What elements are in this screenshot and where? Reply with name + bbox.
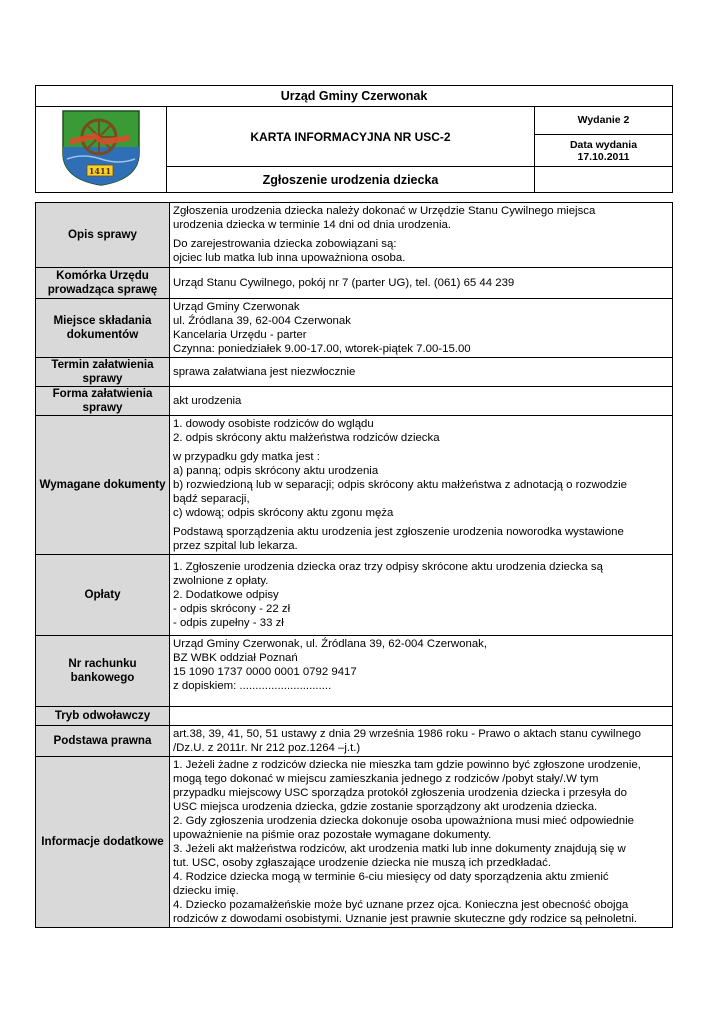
coat-of-arms: [36, 107, 167, 193]
text-line: 1. Zgłoszenie urodzenia dziecka oraz trzy odpisy skrócone aktu urodzenia dziecka są: [173, 561, 603, 573]
value-komorka: Urząd Stanu Cywilnego, pokój nr 7 (parter UG), tel. (061) 65 44 239: [170, 268, 673, 299]
text-line: - odpis skrócony - 22 zł: [173, 603, 291, 615]
value-forma: akt urodzenia: [170, 387, 673, 416]
text-line: ul. Źródlana 39, 62-004 Czerwonak: [173, 315, 351, 327]
issue-date: 17.10.2011: [577, 150, 630, 163]
header-table: [35, 85, 673, 193]
label-forma: Forma załatwienia sprawy: [36, 387, 170, 416]
text-line: przypadku miejscowy USC sporządza protokół zgłoszenia urodzenia dziecka i przesyła do: [173, 787, 627, 799]
text-line: rodziców z dowodami osobistymi. Uznanie jest prawnie skuteczne gdy rodzice są pełnoletni.: [173, 913, 638, 925]
text-line: art.38, 39, 41, 50, 51 ustawy z dnia 29 września 1986 roku - Prawo o aktach stanu cywilnego: [173, 728, 641, 740]
row-rachunek: [36, 636, 673, 707]
text-line: Kancelaria Urzędu - parter: [173, 329, 307, 341]
info-table: [35, 202, 673, 928]
row-miejsce: [36, 299, 673, 358]
value-tryb: [170, 707, 673, 726]
label-komorka: Komórka Urzędu prowadząca sprawę: [36, 268, 170, 299]
text-line: 2. Dodatkowe odpisy: [173, 589, 279, 601]
text-line: Zgłoszenia urodzenia dziecka należy dokonać w Urzędzie Stanu Cywilnego miejsca: [173, 205, 596, 217]
coat-of-arms-icon: [59, 107, 143, 187]
text-line: - odpis zupełny - 33 zł: [173, 617, 284, 629]
text-line: dziecku imię.: [173, 885, 239, 897]
label-tryb: Tryb odwoławczy: [36, 707, 170, 726]
crest-year: 1411: [88, 166, 112, 176]
text-line: b) rozwiedzioną lub w separacji; odpis skrócony aktu małżeństwa z adnotacją o rozwodzie: [173, 479, 627, 491]
text-line: a) panną; odpis skrócony aktu urodzenia: [173, 465, 379, 477]
row-opis: [36, 203, 673, 268]
text-line: c) wdową; odpis skrócony aktu zgonu męża: [173, 507, 394, 519]
value-miejsce: [170, 299, 673, 358]
label-informacje: Informacje dodatkowe: [36, 757, 170, 928]
row-informacje: [36, 757, 673, 928]
text-line: ojciec lub matka lub inna upoważniona osoba.: [173, 252, 406, 264]
label-podstawa: Podstawa prawna: [36, 726, 170, 757]
row-oplaty: [36, 555, 673, 636]
text-line: USC miejsca urodzenia dziecka, gdzie zostanie sporządzony akt urodzenia dziecka.: [173, 801, 598, 813]
row-forma: [36, 387, 673, 416]
issue-date-cell: [535, 134, 673, 166]
text-line: 4. Rodzice dziecka mogą w terminie 6-ciu miesięcy od daty sporządzenia aktu zmienić: [173, 871, 609, 883]
row-termin: [36, 358, 673, 387]
issue-date-label: Data wydania: [569, 138, 638, 151]
label-miejsce: Miejsce składania dokumentów: [36, 299, 170, 358]
text-line: 4. Dziecko pozamałżeńskie może być uznane przez ojca. Konieczna jest obecność obojga: [173, 899, 629, 911]
text-line: tut. USC, osoby zgłaszające urodzenie dziecka nie muszą ich przedkładać.: [173, 857, 551, 869]
text-line: mogą tego dokonać w miejscu zamieszkania jednego z rodziców /pobyt stały/.W tym: [173, 773, 599, 785]
value-informacje: [170, 757, 673, 928]
row-tryb: [36, 707, 673, 726]
text-line: urodzenia dziecka w terminie 14 dni od dnia urodzenia.: [173, 219, 451, 231]
text-line: /Dz.U. z 2011r. Nr 212 poz.1264 –j.t.): [173, 742, 361, 754]
text-line: z dopiskiem: .............................: [173, 680, 332, 692]
text-line: 1. Jeżeli żadne z rodziców dziecka nie mieszka tam gdzie powinno być zgłoszone urodzenie,: [173, 759, 641, 771]
label-oplaty: Opłaty: [36, 555, 170, 636]
label-opis: Opis sprawy: [36, 203, 170, 268]
value-wymagane: [170, 416, 673, 555]
value-termin: sprawa załatwiana jest niezwłocznie: [170, 358, 673, 387]
text-line: przez szpital lub lekarza.: [173, 540, 298, 552]
text-line: w przypadku gdy matka jest :: [173, 451, 320, 463]
text-line: bądź separacji,: [173, 493, 250, 505]
text-line: BZ WBK oddział Poznań: [173, 652, 298, 664]
value-rachunek: [170, 636, 673, 707]
row-komorka: [36, 268, 673, 299]
value-opis: [170, 203, 673, 268]
text-line: 2. Gdy zgłoszenia urodzenia dziecka dokonuje osoba upoważniona musi mieć odpowiednie: [173, 815, 634, 827]
label-wymagane: Wymagane dokumenty: [36, 416, 170, 555]
label-rachunek: Nr rachunku bankowego: [36, 636, 170, 707]
text-line: 3. Jeżeli akt małżeństwa rodziców, akt urodzenia matki lub inne dokumenty znajdują się w: [173, 843, 626, 855]
subject-title: Zgłoszenie urodzenia dziecka: [167, 167, 535, 193]
text-line: Urząd Gminy Czerwonak: [173, 301, 300, 313]
text-line: Do zarejestrowania dziecka zobowiązani są:: [173, 238, 397, 250]
row-podstawa: [36, 726, 673, 757]
row-wymagane: [36, 416, 673, 555]
value-podstawa: [170, 726, 673, 757]
text-line: 15 1090 1737 0000 0001 0792 9417: [173, 666, 357, 678]
text-line: Czynna: poniedziałek 9.00-17.00, wtorek-piątek 7.00-15.00: [173, 343, 471, 355]
edition: Wydanie 2: [535, 107, 673, 135]
text-line: Podstawą sporządzenia aktu urodzenia jest zgłoszenie urodzenia noworodka wystawione: [173, 526, 624, 538]
value-oplaty: [170, 555, 673, 636]
text-line: Urząd Gminy Czerwonak, ul. Źródlana 39, 62-004 Czerwonak,: [173, 638, 488, 650]
text-line: 2. odpis skrócony aktu małżeństwa rodziców dziecka: [173, 432, 440, 444]
text-line: 1. dowody osobiste rodziców do wglądu: [173, 418, 374, 430]
text-line: upoważnienie na piśmie oraz pozostałe wymagane dokumenty.: [173, 829, 492, 841]
empty-cell: [535, 167, 673, 193]
office-name: Urząd Gminy Czerwonak: [36, 86, 673, 107]
label-termin: Termin załatwienia sprawy: [36, 358, 170, 387]
card-title: KARTA INFORMACYJNA NR USC-2: [167, 107, 535, 167]
text-line: zwolnione z opłaty.: [173, 575, 269, 587]
